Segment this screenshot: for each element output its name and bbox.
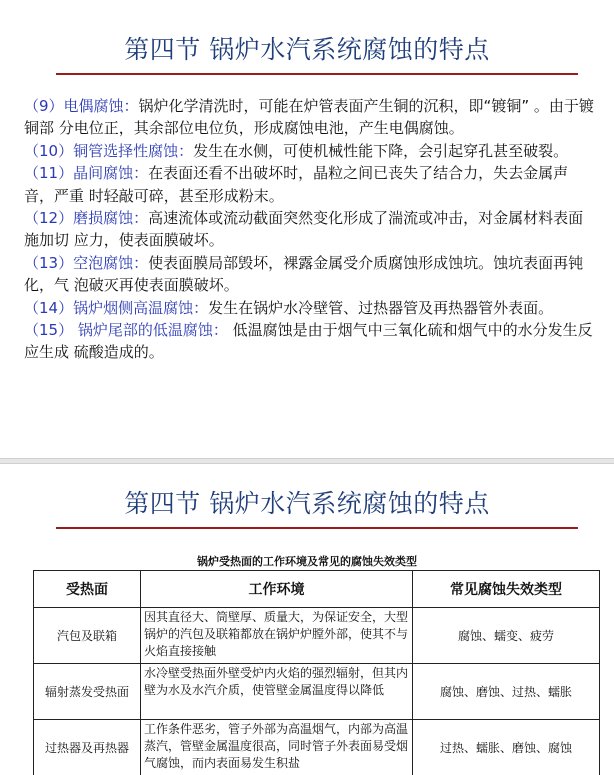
- cell-environment: 因其直径大、筒壁厚、质量大，为保证安全，大型锅炉的汽包及联箱都放在锅炉炉膛外部，使其不与火焰直接接触: [141, 608, 413, 664]
- cell-environment: 水冷壁受热面外壁受炉内火焰的强烈辐射，但其内壁为水及水汽介质，使管壁金属温度得以降低: [141, 664, 413, 720]
- title-underline: [56, 527, 578, 529]
- slide-2: [0, 464, 614, 775]
- cell-failure: 腐蚀、蠕变、疲劳: [413, 608, 600, 664]
- column-header-environment: 工作环境: [141, 571, 413, 608]
- item-label: （15） 锅炉尾部的低温腐蚀：: [24, 321, 228, 340]
- list-item: [24, 207, 594, 252]
- cell-failure: 腐蚀、磨蚀、过热、蠕胀: [413, 664, 600, 720]
- item-label: （11）晶间腐蚀：: [24, 164, 149, 183]
- table-row: [34, 608, 600, 664]
- table-header-row: [34, 571, 600, 608]
- item-label: （10）铜管选择性腐蚀：: [24, 141, 194, 160]
- cell-surface: 过热器及再热器: [34, 720, 141, 775]
- item-text: 发生在锅炉水冷壁管、过热器管及再热器管外表面。: [208, 298, 554, 317]
- item-text: 高速流体或流动截面突然变化形成了湍流或冲击，对金属材料表面施加切 应力，使表面膜破坏。: [24, 209, 584, 250]
- slide-title: 第四节 锅炉水汽系统腐蚀的特点: [124, 489, 490, 518]
- item-label: （12）磨损腐蚀：: [24, 209, 149, 228]
- table-caption: 锅炉受热面的工作环境及常见的腐蚀失效类型: [197, 555, 417, 568]
- list-item: [24, 297, 594, 319]
- item-label: （9）电偶腐蚀：: [24, 97, 139, 115]
- table-row: [34, 664, 600, 720]
- column-header-surface: 受热面: [34, 571, 141, 608]
- cell-surface: 汽包及联箱: [34, 608, 141, 664]
- corrosion-list: [24, 95, 594, 364]
- item-text: 发生在水侧，可使机械性能下降，会引起穿孔甚至破裂。: [193, 141, 569, 160]
- title-underline: [56, 73, 578, 75]
- slide-title: 第四节 锅炉水汽系统腐蚀的特点: [124, 35, 490, 64]
- cell-surface: 辐射蒸发受热面: [34, 664, 141, 720]
- item-label: （13）空泡腐蚀：: [24, 253, 149, 272]
- corrosion-table: [33, 570, 600, 775]
- column-header-failure: 常见腐蚀失效类型: [413, 571, 600, 608]
- cell-failure: 过热、蠕胀、磨蚀、腐蚀: [413, 720, 600, 775]
- list-item: [24, 319, 594, 364]
- list-item: [24, 95, 594, 140]
- item-text: 在表面还看不出破坏时，晶粒之间已丧失了结合力，失去金属声音，严重 时轻敲可碎，甚至形成粉末。: [24, 164, 569, 205]
- item-text: 低温腐蚀是由于烟气中三氧化硫和烟气中的水分发生反应生成 硫酸造成的。: [24, 321, 593, 362]
- item-text: 锅炉化学清洗时，可能在炉管表面产生铜的沉积，即“镀铜” 。由于镀铜部 分电位正，其余部位电位负，形成腐蚀电池，产生电偶腐蚀。: [24, 97, 594, 138]
- list-item: [24, 162, 594, 207]
- cell-environment: 工作条件恶劣，管子外部为高温烟气，内部为高温蒸汽，管壁金属温度很高，同时管子外表面易受烟气腐蚀，而内表面易发生积盐: [141, 720, 413, 775]
- item-text: 使表面膜局部毁坏，裸露金属受介质腐蚀形成蚀坑。蚀坑表面再钝化，气 泡破灭再使表面膜破坏。: [24, 253, 584, 295]
- list-item: [24, 252, 594, 297]
- list-item: [24, 140, 594, 162]
- table-row: [34, 720, 600, 775]
- item-label: （14）锅炉烟侧高温腐蚀：: [24, 298, 209, 317]
